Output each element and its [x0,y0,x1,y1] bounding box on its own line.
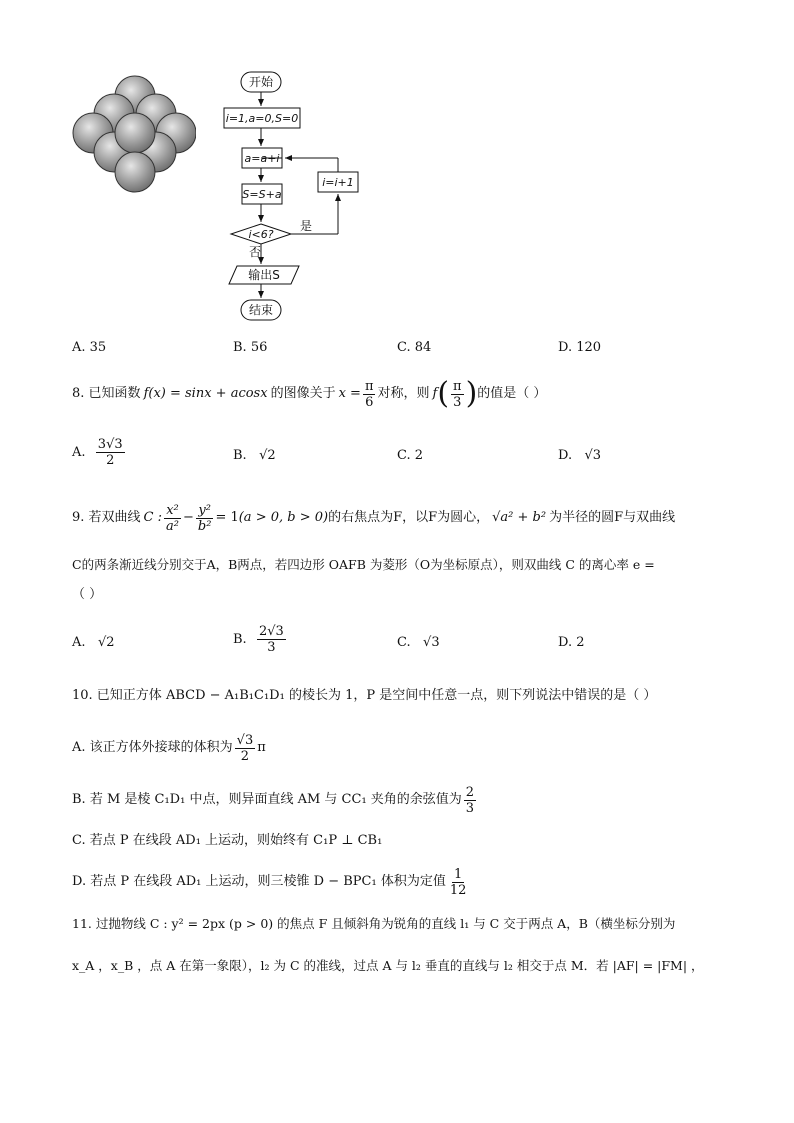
q9-frac-x [164,503,181,534]
flow-cond-label: i<6? [248,228,274,241]
q10-option-d-num: 1 [453,866,463,882]
q9-option-d[interactable]: D. 2 [558,635,585,650]
flow-start-label: 开始 [248,75,274,89]
q8-option-a[interactable] [72,437,127,468]
q10-option-a-frac [235,733,256,764]
q8-option-d[interactable] [558,448,601,463]
q10-option-b-num: 2 [465,784,475,800]
q7-option-b[interactable]: B. 56 [233,340,268,355]
q8-option-a-num: 3√3 [97,437,123,452]
q10-option-b-den: 3 [465,800,475,816]
q9-eq-one: = 1 [215,510,239,525]
q10-option-b-text: B. 若 M 是棱 C₁D₁ 中点，则异面直线 AM 与 CC₁ 夹角的余弦值为 [72,792,462,807]
q8-f: f [432,386,438,401]
flowchart [215,68,365,328]
q8-pi-2: π [453,378,462,394]
q9-y2: y² [198,502,211,518]
flow-end-label: 结束 [248,303,274,317]
q9-frac-y [196,503,214,534]
q7-option-a[interactable]: A. 35 [72,340,107,355]
q8-option-b[interactable] [233,448,276,463]
q10-option-a-den: 2 [240,748,250,764]
flow-step-a-label: a=a+i [244,152,280,165]
q9-option-b-den: 3 [267,640,276,655]
q9-line-1 [72,498,675,538]
spheres-figure [70,74,196,196]
q9-a2: a² [166,518,179,534]
q8-text-1: 已知函数 [88,386,141,401]
q10-option-a-num: √3 [236,732,254,748]
q8-six: 6 [365,394,374,410]
q8-option-c[interactable]: C. 2 [397,448,424,463]
q9-condition: (a > 0, b > 0) [238,510,329,525]
q8-paren-left: ( [437,376,450,411]
q8-option-d-value: √3 [584,448,602,463]
q8-text-4: 的值是（ ） [477,386,547,401]
q9-curve-name: C : [143,510,163,525]
q8-paren-right: ) [465,376,478,411]
q10-option-a-pi: π [257,740,266,755]
q9-option-c-label: C. [397,635,411,650]
flow-yes-label: 是 [299,219,313,233]
q9-option-b-label: B. [233,632,247,647]
q9-minus: − [182,510,194,525]
q8-function: f(x) = sinx + acosx [143,386,268,401]
q8-x-eq: x = [338,386,361,401]
q8-stem [72,374,546,414]
q9-radius: √a² + b² [492,510,547,525]
q9-intro: 9. 若双曲线 [72,510,141,525]
q8-pi: π [364,378,374,394]
q8-option-b-label: B. [233,448,247,463]
q8-text-3: 对称，则 [377,386,430,401]
q9-text-b: 的右焦点为F，以F为圆心， [328,510,490,525]
flow-output-label: 输出S [248,268,280,282]
flow-step-i-label: i=i+1 [322,176,354,189]
sphere [115,113,155,153]
q10-option-b[interactable] [72,780,478,820]
q8-three: 3 [453,394,462,410]
q10-option-a-text: A. 该正方体外接球的体积为 [72,740,233,755]
flow-no-label: 否 [248,245,262,259]
q10-stem: 10. 已知正方体 ABCD − A₁B₁C₁D₁ 的棱长为 1，P 是空间中任意一点，则下列说法中错误的是（ ） [72,688,657,703]
q9-option-b-value [257,624,286,655]
q9-line-2: C的两条渐近线分别交于A，B两点，若四边形 OAFB 为菱形（O为坐标原点），则双曲线 C 的离心率 e = [72,557,655,572]
q10-option-c[interactable]: C. 若点 P 在线段 AD₁ 上运动，则始终有 C₁P ⊥ CB₁ [72,833,383,848]
q8-text-2: 的图像关于 [270,386,336,401]
q9-option-b-num: 2√3 [258,624,284,639]
q8-option-a-den: 2 [106,453,115,468]
q10-option-d-den: 12 [449,882,467,898]
q9-b2: b² [197,518,212,534]
q11-line-1: 11. 过抛物线 C : y² = 2px (p > 0) 的焦点 F 且倾斜角为锐角的直线 l₁ 与 C 交于两点 A，B（横坐标分别为 [72,916,676,931]
q10-option-d[interactable] [72,862,470,902]
q9-option-c-value: √3 [423,635,440,650]
q10-option-d-text: D. 若点 P 在线段 AD₁ 上运动，则三棱锥 D − BPC₁ 体积为定值 [72,874,446,889]
q11-line-2: x_A ，x_B ，点 A 在第一象限），l₂ 为 C 的准线，过点 A 与 l₂ 垂直的直线与 l₂ 相交于点 M．若 |AF| = |FM| ， [72,958,704,973]
q8-option-d-label: D. [558,448,573,463]
q9-option-b[interactable] [233,624,288,655]
q7-option-c[interactable]: C. 84 [397,340,432,355]
q9-x2: x² [166,502,179,518]
q10-option-a[interactable] [72,728,266,768]
q9-option-c[interactable] [397,635,440,650]
q8-option-a-label: A. [72,445,86,460]
q8-number: 8. [72,386,85,401]
q8-option-a-value [96,437,125,468]
q9-option-a-label: A. [72,635,86,650]
q9-line-3: （ ） [72,587,103,602]
q9-text-c: 为半径的圆F与双曲线 [549,510,676,525]
q9-option-a-value: √2 [97,635,115,650]
q8-pi-over-3 [451,379,464,410]
sphere [115,152,155,192]
q8-pi-over-6 [363,379,376,410]
q10-option-d-frac [448,867,469,898]
q9-option-a[interactable] [72,635,115,650]
q7-option-d[interactable]: D. 120 [558,340,602,355]
q10-option-b-frac [464,785,476,816]
flow-init-label: i=1,a=0,S=0 [225,112,299,125]
flow-step-s-label: S=S+a [242,188,282,201]
q8-option-b-value: √2 [259,448,276,463]
